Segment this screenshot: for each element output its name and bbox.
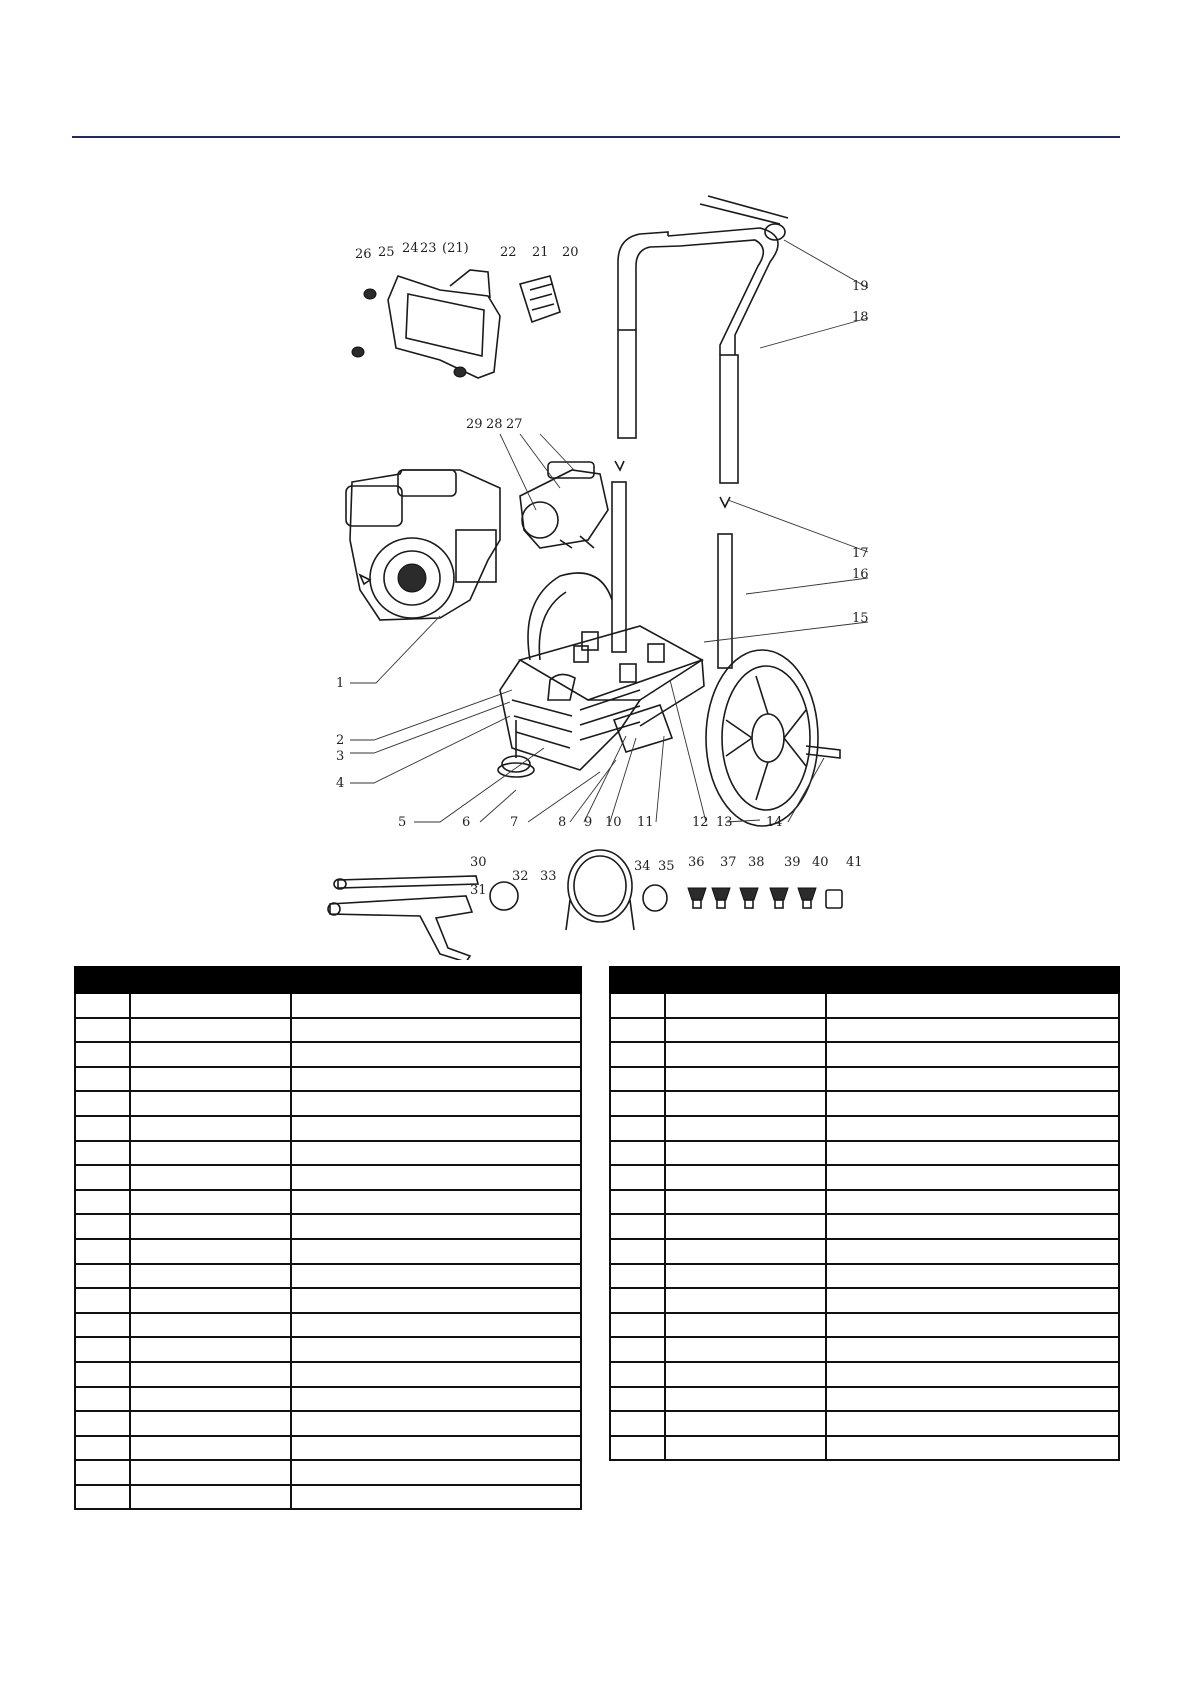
table-cell	[826, 1165, 1119, 1190]
table-cell	[665, 1288, 826, 1313]
table-cell	[610, 1165, 665, 1190]
callout-30: 30	[470, 855, 487, 870]
table-cell	[75, 1387, 130, 1412]
table-cell	[610, 1411, 665, 1436]
table-cell	[291, 1337, 581, 1362]
table-cell	[665, 1141, 826, 1166]
callout-22: 22	[500, 245, 517, 260]
table-row	[610, 1387, 1119, 1412]
spray-gun	[328, 876, 478, 960]
callout-1: 1	[336, 676, 345, 691]
table-cell	[130, 1485, 291, 1510]
table-cell	[826, 1214, 1119, 1239]
callout-15: 15	[852, 611, 869, 626]
table-cell	[826, 1190, 1119, 1215]
table-row	[75, 1436, 581, 1461]
table-cell	[826, 1141, 1119, 1166]
wing-knob-2	[720, 497, 730, 507]
header-cell-part-no	[665, 967, 826, 993]
table-cell	[665, 1313, 826, 1338]
table-cell	[665, 1018, 826, 1043]
table-body	[610, 993, 1119, 1460]
table-cell	[826, 1313, 1119, 1338]
table-row	[610, 1116, 1119, 1141]
table-cell	[75, 1141, 130, 1166]
table-cell	[291, 1141, 581, 1166]
callout-20: 20	[562, 245, 579, 260]
table-cell	[610, 1337, 665, 1362]
table-cell	[665, 993, 826, 1018]
axle	[806, 746, 840, 758]
table-cell	[665, 1239, 826, 1264]
table-row	[75, 1313, 581, 1338]
callout-24: 24	[402, 241, 419, 256]
table-row	[610, 1091, 1119, 1116]
table-cell	[75, 1337, 130, 1362]
table-cell	[130, 1239, 291, 1264]
table-row	[75, 1460, 581, 1485]
table-row	[610, 1313, 1119, 1338]
table-cell	[665, 1091, 826, 1116]
table-cell	[826, 993, 1119, 1018]
table-cell	[665, 1362, 826, 1387]
leader-lines	[350, 240, 868, 822]
table-cell	[610, 1067, 665, 1092]
table-row	[610, 1436, 1119, 1461]
header-cell-description	[826, 967, 1119, 993]
table-row	[75, 1091, 581, 1116]
table-cell	[75, 993, 130, 1018]
table-cell	[75, 1264, 130, 1289]
callout-37: 37	[720, 855, 737, 870]
table-cell	[610, 1190, 665, 1215]
ball	[490, 882, 518, 910]
table-cell	[826, 1288, 1119, 1313]
callout-31: 31	[470, 883, 487, 898]
callout-5: 5	[398, 815, 407, 830]
table-row	[75, 1337, 581, 1362]
table-cell	[75, 1460, 130, 1485]
table-row	[610, 1165, 1119, 1190]
callout-32: 32	[512, 869, 529, 884]
table-cell	[610, 1214, 665, 1239]
table-row	[75, 1018, 581, 1043]
table-cell	[610, 1264, 665, 1289]
hose-coil	[566, 850, 634, 930]
table-cell	[130, 1116, 291, 1141]
table-row	[75, 1042, 581, 1067]
callout-9: 9	[584, 815, 593, 830]
table-cell	[291, 1411, 581, 1436]
table-cell	[75, 1190, 130, 1215]
right-upright	[718, 534, 732, 668]
engine	[346, 470, 500, 620]
callout-33: 33	[540, 869, 557, 884]
table-cell	[75, 1214, 130, 1239]
front-wheel	[706, 650, 818, 826]
table-row	[610, 1411, 1119, 1436]
table-cell	[75, 1362, 130, 1387]
callout-39: 39	[784, 855, 801, 870]
table-row	[610, 1239, 1119, 1264]
callout-7: 7	[510, 815, 519, 830]
table-cell	[75, 1288, 130, 1313]
table-cell	[826, 1091, 1119, 1116]
callout-40: 40	[812, 855, 829, 870]
callout-16: 16	[852, 567, 869, 582]
callout-25: 25	[378, 245, 395, 260]
callout-38: 38	[748, 855, 765, 870]
parts-table-left	[74, 966, 582, 1510]
callout-36: 36	[688, 855, 705, 870]
table-cell	[291, 1190, 581, 1215]
cart-base	[500, 626, 704, 770]
table-cell	[291, 1485, 581, 1510]
callout-23: 23	[420, 241, 437, 256]
table-row	[610, 1337, 1119, 1362]
table-cell	[291, 1362, 581, 1387]
callout-21: 21	[532, 245, 549, 260]
wing-knob	[615, 461, 624, 470]
table-row	[610, 993, 1119, 1018]
table-cell	[610, 1362, 665, 1387]
table-cell	[291, 1042, 581, 1067]
table-cell	[130, 1362, 291, 1387]
table-cell	[130, 1411, 291, 1436]
table-cell	[665, 1337, 826, 1362]
table-cell	[665, 1165, 826, 1190]
table-cell	[826, 1411, 1119, 1436]
hose-ring	[643, 885, 667, 911]
table-cell	[610, 1091, 665, 1116]
table-cell	[665, 1214, 826, 1239]
header-cell-no	[75, 967, 130, 993]
callout-4: 4	[336, 776, 345, 791]
table-cell	[291, 1239, 581, 1264]
table-row	[610, 1362, 1119, 1387]
table-cell	[75, 1485, 130, 1510]
table-cell	[826, 1116, 1119, 1141]
table-cell	[75, 1067, 130, 1092]
table-cell	[665, 1264, 826, 1289]
table-row	[75, 1411, 581, 1436]
table-row	[75, 1362, 581, 1387]
table-cell	[826, 1436, 1119, 1461]
table-cell	[826, 1362, 1119, 1387]
callout-10: 10	[605, 815, 622, 830]
table-cell	[826, 1018, 1119, 1043]
table-row	[610, 1288, 1119, 1313]
table-row	[610, 1264, 1119, 1289]
left-upright	[612, 482, 626, 652]
table-cell	[665, 1042, 826, 1067]
callout-29: 29	[466, 417, 483, 432]
table-cell	[130, 1067, 291, 1092]
table-cell	[291, 1116, 581, 1141]
callout-27: 27	[506, 417, 523, 432]
table-row	[75, 993, 581, 1018]
table-cell	[291, 1165, 581, 1190]
table-cell	[130, 1091, 291, 1116]
table-cell	[826, 1387, 1119, 1412]
callout-35: 35	[658, 859, 675, 874]
table-row	[75, 1387, 581, 1412]
parts-table-right	[609, 966, 1120, 1461]
table-row	[610, 1190, 1119, 1215]
table-cell	[291, 1313, 581, 1338]
table-cell	[130, 1387, 291, 1412]
callout-14: 14	[766, 815, 783, 830]
table-row	[75, 1214, 581, 1239]
table-row	[610, 1214, 1119, 1239]
table-cell	[75, 1411, 130, 1436]
table-cell	[75, 1313, 130, 1338]
table-cell	[665, 1067, 826, 1092]
callout-41: 41	[846, 855, 863, 870]
callout-21-alt: (21)	[442, 241, 469, 256]
table-cell	[665, 1116, 826, 1141]
table-row	[610, 1042, 1119, 1067]
table-cell	[291, 1264, 581, 1289]
table-cell	[130, 1460, 291, 1485]
callout-2: 2	[336, 733, 345, 748]
table-cell	[826, 1264, 1119, 1289]
table-cell	[610, 1042, 665, 1067]
callout-17: 17	[852, 546, 869, 561]
callout-18: 18	[852, 310, 869, 325]
engine-bracket	[352, 270, 560, 378]
table-cell	[826, 1042, 1119, 1067]
table-row	[75, 1116, 581, 1141]
table-row	[75, 1264, 581, 1289]
table-cell	[610, 1116, 665, 1141]
table-cell	[610, 1239, 665, 1264]
table-cell	[130, 1165, 291, 1190]
callout-3: 3	[336, 749, 345, 764]
header-cell-description	[291, 967, 581, 993]
table-cell	[75, 1018, 130, 1043]
table-cell	[75, 1042, 130, 1067]
table-cell	[665, 1190, 826, 1215]
table-cell	[610, 993, 665, 1018]
table-row	[75, 1288, 581, 1313]
nozzles	[688, 888, 842, 908]
table-row	[610, 1018, 1119, 1043]
table-cell	[826, 1067, 1119, 1092]
callout-11: 11	[637, 815, 654, 830]
table-cell	[130, 1141, 291, 1166]
table-cell	[610, 1288, 665, 1313]
table-row	[75, 1239, 581, 1264]
table-cell	[130, 993, 291, 1018]
table-cell	[130, 1313, 291, 1338]
callout-8: 8	[558, 815, 567, 830]
table-cell	[665, 1436, 826, 1461]
table-cell	[610, 1313, 665, 1338]
header-cell-no	[610, 967, 665, 993]
callout-13: 13	[716, 815, 733, 830]
table-cell	[610, 1018, 665, 1043]
table-cell	[130, 1190, 291, 1215]
table-cell	[75, 1165, 130, 1190]
table-row	[610, 1141, 1119, 1166]
table-cell	[130, 1018, 291, 1043]
table-cell	[291, 993, 581, 1018]
callout-19: 19	[852, 279, 869, 294]
table-row	[75, 1190, 581, 1215]
table-cell	[291, 1436, 581, 1461]
table-cell	[75, 1091, 130, 1116]
table-cell	[75, 1116, 130, 1141]
table-row	[75, 1141, 581, 1166]
callout-6: 6	[462, 815, 471, 830]
table-cell	[291, 1067, 581, 1092]
callout-34: 34	[634, 859, 651, 874]
table-cell	[291, 1091, 581, 1116]
table-row	[75, 1165, 581, 1190]
table-cell	[291, 1460, 581, 1485]
table-header-row	[610, 967, 1119, 993]
table-cell	[130, 1214, 291, 1239]
table-cell	[610, 1436, 665, 1461]
table-cell	[291, 1018, 581, 1043]
table-cell	[291, 1288, 581, 1313]
table-cell	[291, 1387, 581, 1412]
table-cell	[130, 1042, 291, 1067]
rear-wheel	[528, 573, 612, 660]
handle-assembly	[618, 196, 788, 483]
header-cell-part-no	[130, 967, 291, 993]
table-cell	[75, 1436, 130, 1461]
table-header-row	[75, 967, 581, 993]
table-cell	[130, 1264, 291, 1289]
table-cell	[826, 1337, 1119, 1362]
table-cell	[130, 1288, 291, 1313]
table-body	[75, 993, 581, 1509]
table-row	[610, 1067, 1119, 1092]
callout-12: 12	[692, 815, 709, 830]
table-cell	[665, 1411, 826, 1436]
table-cell	[75, 1239, 130, 1264]
table-cell	[826, 1239, 1119, 1264]
table-cell	[291, 1214, 581, 1239]
callout-26: 26	[355, 247, 372, 262]
table-cell	[610, 1141, 665, 1166]
table-row	[75, 1485, 581, 1510]
table-cell	[610, 1387, 665, 1412]
table-cell	[665, 1387, 826, 1412]
table-cell	[130, 1337, 291, 1362]
table-row	[75, 1067, 581, 1092]
callout-28: 28	[486, 417, 503, 432]
table-cell	[130, 1436, 291, 1461]
